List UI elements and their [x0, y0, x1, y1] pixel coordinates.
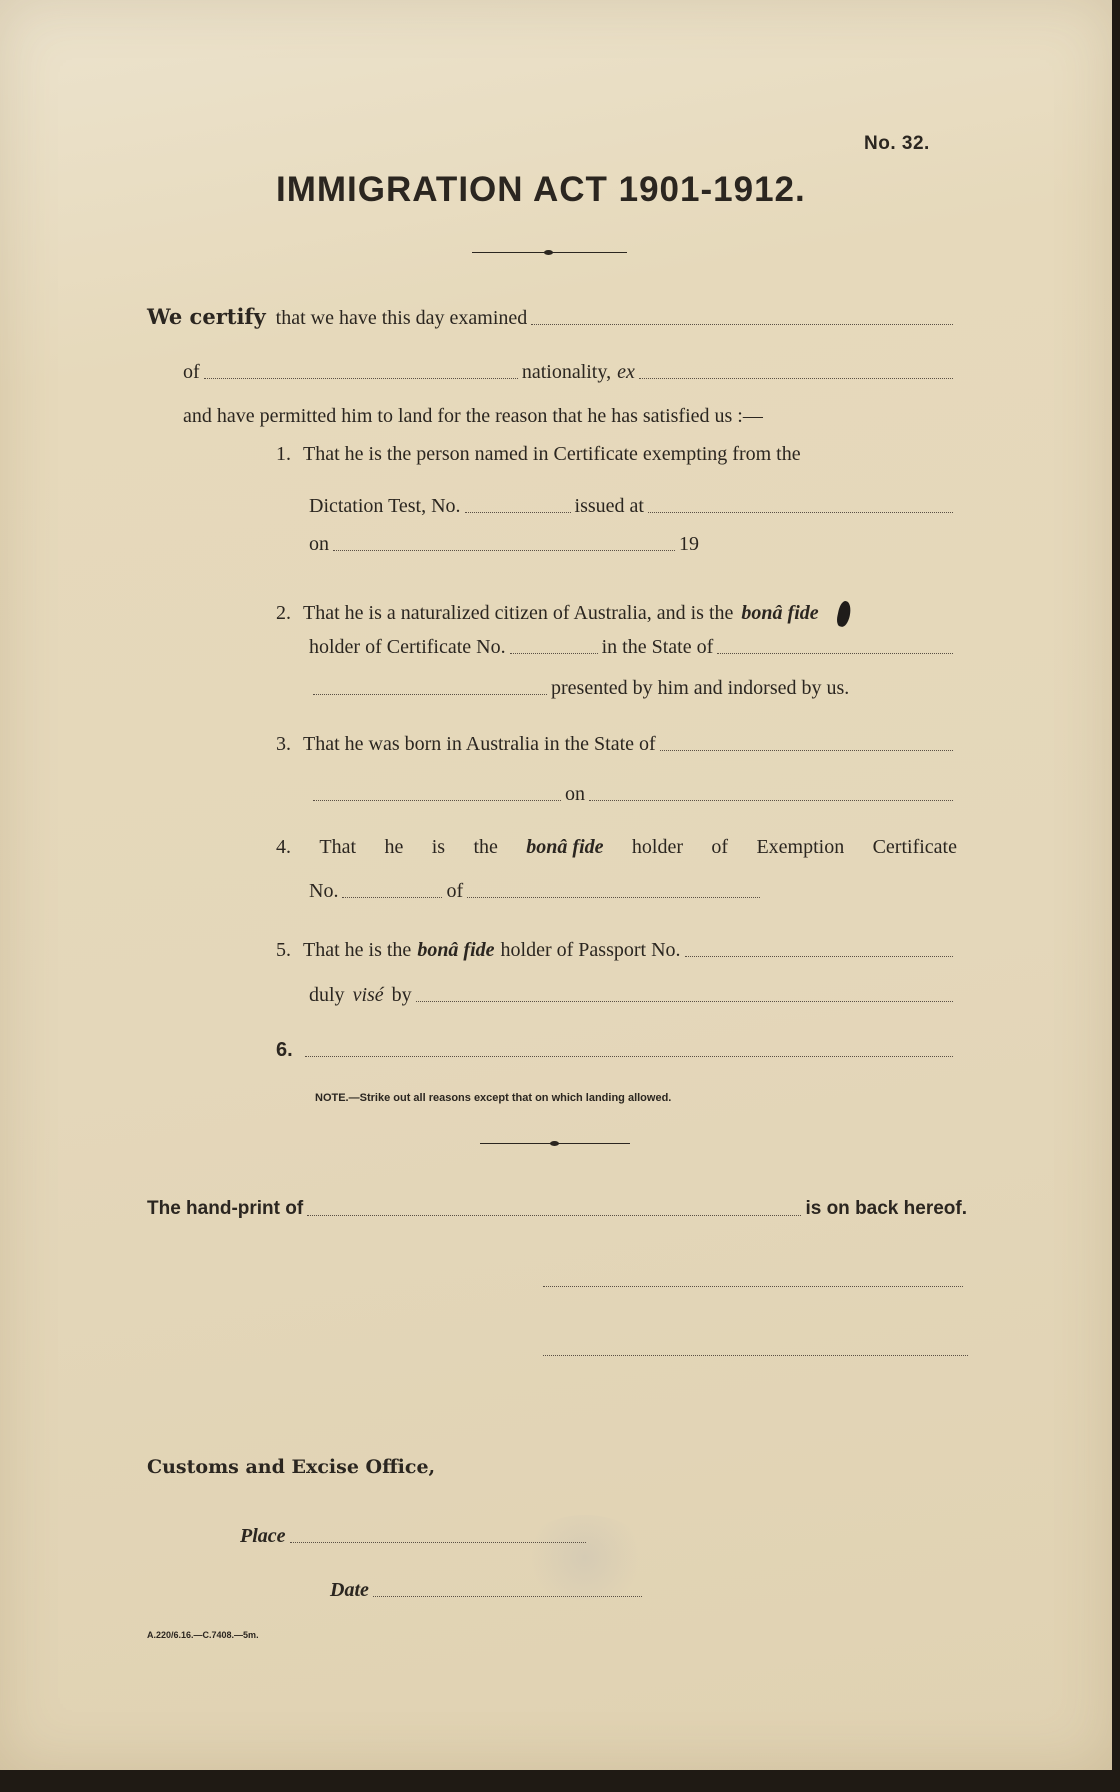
ex-field[interactable] [639, 377, 953, 379]
vise-by-field[interactable] [416, 1000, 953, 1002]
permitted-text: and have permitted him to land for the reason that he has satisfied us :— [183, 405, 763, 427]
reason-5-post: holder of Passport No. [500, 939, 681, 961]
by-label: by [391, 984, 412, 1006]
vise-label: visé [352, 984, 384, 1006]
handprint-post: is on back hereof. [805, 1198, 967, 1219]
signature-line-1[interactable] [543, 1285, 963, 1287]
title-divider [472, 247, 627, 259]
reason-5-number: 5. [276, 939, 291, 961]
duly-label: duly [309, 984, 345, 1006]
nationality-label: nationality, [521, 361, 612, 383]
print-code: A.220/6.16.—C.7408.—5m. [147, 1630, 259, 1640]
certify-line-2 [183, 361, 957, 383]
exemption-no-field[interactable] [342, 896, 442, 898]
reason-4-word: he [384, 836, 404, 858]
issued-at-label: issued at [574, 495, 644, 517]
ex-label: ex [617, 361, 635, 383]
reason-6-line [276, 1039, 957, 1061]
holder-cert-label: holder of Certificate No. [309, 636, 506, 658]
reason-4-number: 4. [276, 836, 291, 858]
year-label: 19 [679, 533, 699, 555]
certify-line-3 [183, 405, 763, 427]
place-label: Place [240, 1525, 286, 1547]
on-label: on [309, 533, 329, 555]
reason-1-line-1 [276, 443, 957, 465]
reason-5-line-2 [309, 984, 957, 1006]
reason-4-word: is [431, 836, 446, 858]
of-label: of [183, 361, 200, 383]
birth-on-label: on [565, 783, 585, 805]
reason-6-field[interactable] [305, 1055, 953, 1057]
note-divider [480, 1138, 630, 1150]
page-title: IMMIGRATION ACT 1901-1912. [276, 170, 806, 209]
reason-6-number: 6. [276, 1039, 293, 1061]
dictation-label: Dictation Test, No. [309, 495, 461, 517]
reason-4-word: holder [631, 836, 683, 858]
reason-2-line-3 [309, 677, 957, 699]
exemption-no-label: No. [309, 880, 339, 902]
handprint-name-field[interactable] [307, 1214, 801, 1216]
date-line [330, 1579, 646, 1601]
reason-5-pre: That he is the [303, 939, 412, 961]
signature-line-2[interactable] [543, 1354, 968, 1356]
place-line [240, 1525, 590, 1547]
place-field[interactable] [290, 1541, 586, 1543]
note-text: —Strike out all reasons except that on which landing allowed. [348, 1092, 672, 1104]
reason-1-line-3 [309, 533, 699, 555]
birth-place-field[interactable] [313, 799, 561, 801]
dictation-no-field[interactable] [465, 511, 571, 513]
reason-2-line-1 [276, 602, 957, 624]
reason-4-line-1 [276, 836, 957, 858]
reason-2-text: That he is a naturalized citizen of Australia, and is the [303, 602, 734, 624]
form-number: No. 32. [864, 133, 930, 154]
note [315, 1092, 671, 1104]
reason-3-number: 3. [276, 733, 291, 755]
exemption-of-label: of [446, 880, 464, 902]
reason-1-number: 1. [276, 443, 291, 465]
reason-4-word: That [319, 836, 357, 858]
state-field[interactable] [717, 652, 953, 654]
passport-no-field[interactable] [685, 955, 953, 957]
exemption-of-field[interactable] [467, 896, 760, 898]
reason-4-word: the [473, 836, 498, 858]
reason-1-line-2 [309, 495, 957, 517]
certify-lead: We certify [147, 304, 266, 329]
reason-3-line-1 [276, 733, 957, 755]
reason-3-line-2 [309, 783, 957, 805]
reason-2-line-2 [309, 636, 957, 658]
birth-state-field[interactable] [660, 749, 953, 751]
certificate-no-field[interactable] [510, 652, 598, 654]
certify-line-1 [147, 306, 957, 329]
state-label: in the State of [601, 636, 714, 658]
date-field[interactable] [373, 1595, 642, 1597]
reason-3-text: That he was born in Australia in the State of [303, 733, 656, 755]
note-label: NOTE. [315, 1092, 349, 1104]
birth-date-field[interactable] [589, 799, 953, 801]
presented-field[interactable] [313, 693, 547, 695]
reason-4-word: Certificate [872, 836, 957, 858]
certify-text: that we have this day examined [275, 307, 528, 329]
reason-1-text: That he is the person named in Certificate exempting from the [303, 443, 801, 465]
bona-fide-4: bonâ fide [526, 836, 604, 858]
reason-4-word: of [711, 836, 729, 858]
bona-fide-2: bonâ fide [741, 602, 819, 624]
handprint-line [147, 1198, 967, 1220]
bona-fide-5: bonâ fide [417, 939, 495, 961]
on-date-field[interactable] [333, 549, 675, 551]
issued-at-field[interactable] [648, 511, 953, 513]
origin-field[interactable] [204, 377, 518, 379]
reason-5-line-1 [276, 939, 957, 961]
office-heading: Customs and Excise Office, [147, 1456, 436, 1478]
presented-label: presented by him and indorsed by us. [551, 677, 850, 699]
reason-4-line-2 [309, 880, 764, 902]
reason-4-word: Exemption [756, 836, 845, 858]
reason-2-number: 2. [276, 602, 291, 624]
examined-name-field[interactable] [531, 323, 953, 325]
handprint-pre: The hand-print of [147, 1198, 304, 1219]
date-label: Date [330, 1579, 369, 1601]
